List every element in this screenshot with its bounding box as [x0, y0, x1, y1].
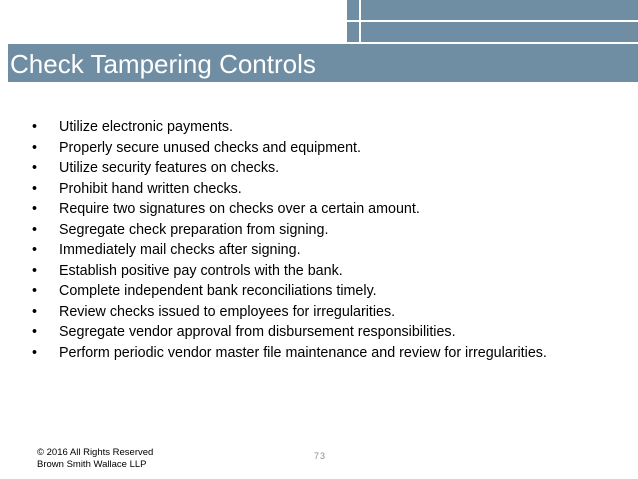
bullet-item: • Segregate vendor approval from disbursement responsibilities.: [32, 322, 612, 343]
page-number: 73: [314, 451, 327, 461]
header-accent-block: [361, 0, 638, 20]
bullet-item: • Review checks issued to employees for irregularities.: [32, 302, 612, 323]
header-accent-block: [361, 22, 638, 42]
bullet-item: • Immediately mail checks after signing.: [32, 240, 612, 261]
header-accent-block: [347, 22, 359, 42]
company-name: Brown Smith Wallace LLP: [37, 459, 147, 470]
bullet-item: • Utilize security features on checks.: [32, 158, 612, 179]
bullet-item: • Establish positive pay controls with the bank.: [32, 261, 612, 282]
bullet-item: • Require two signatures on checks over a certain amount.: [32, 199, 612, 220]
bullet-item: • Properly secure unused checks and equipment.: [32, 138, 612, 159]
bullet-item: • Prohibit hand written checks.: [32, 179, 612, 200]
footer: [37, 447, 153, 471]
bullet-item: • Complete independent bank reconciliations timely.: [32, 281, 612, 302]
bullet-list: [32, 117, 612, 363]
bullet-item: • Perform periodic vendor master file maintenance and review for irregularities.: [32, 343, 612, 364]
slide-title: Check Tampering Controls: [10, 49, 316, 79]
copyright-text: © 2016 All Rights Reserved: [37, 447, 154, 458]
header-accent-block: [347, 0, 359, 20]
bullet-item: • Segregate check preparation from signing.: [32, 220, 612, 241]
bullet-item: • Utilize electronic payments.: [32, 117, 612, 138]
